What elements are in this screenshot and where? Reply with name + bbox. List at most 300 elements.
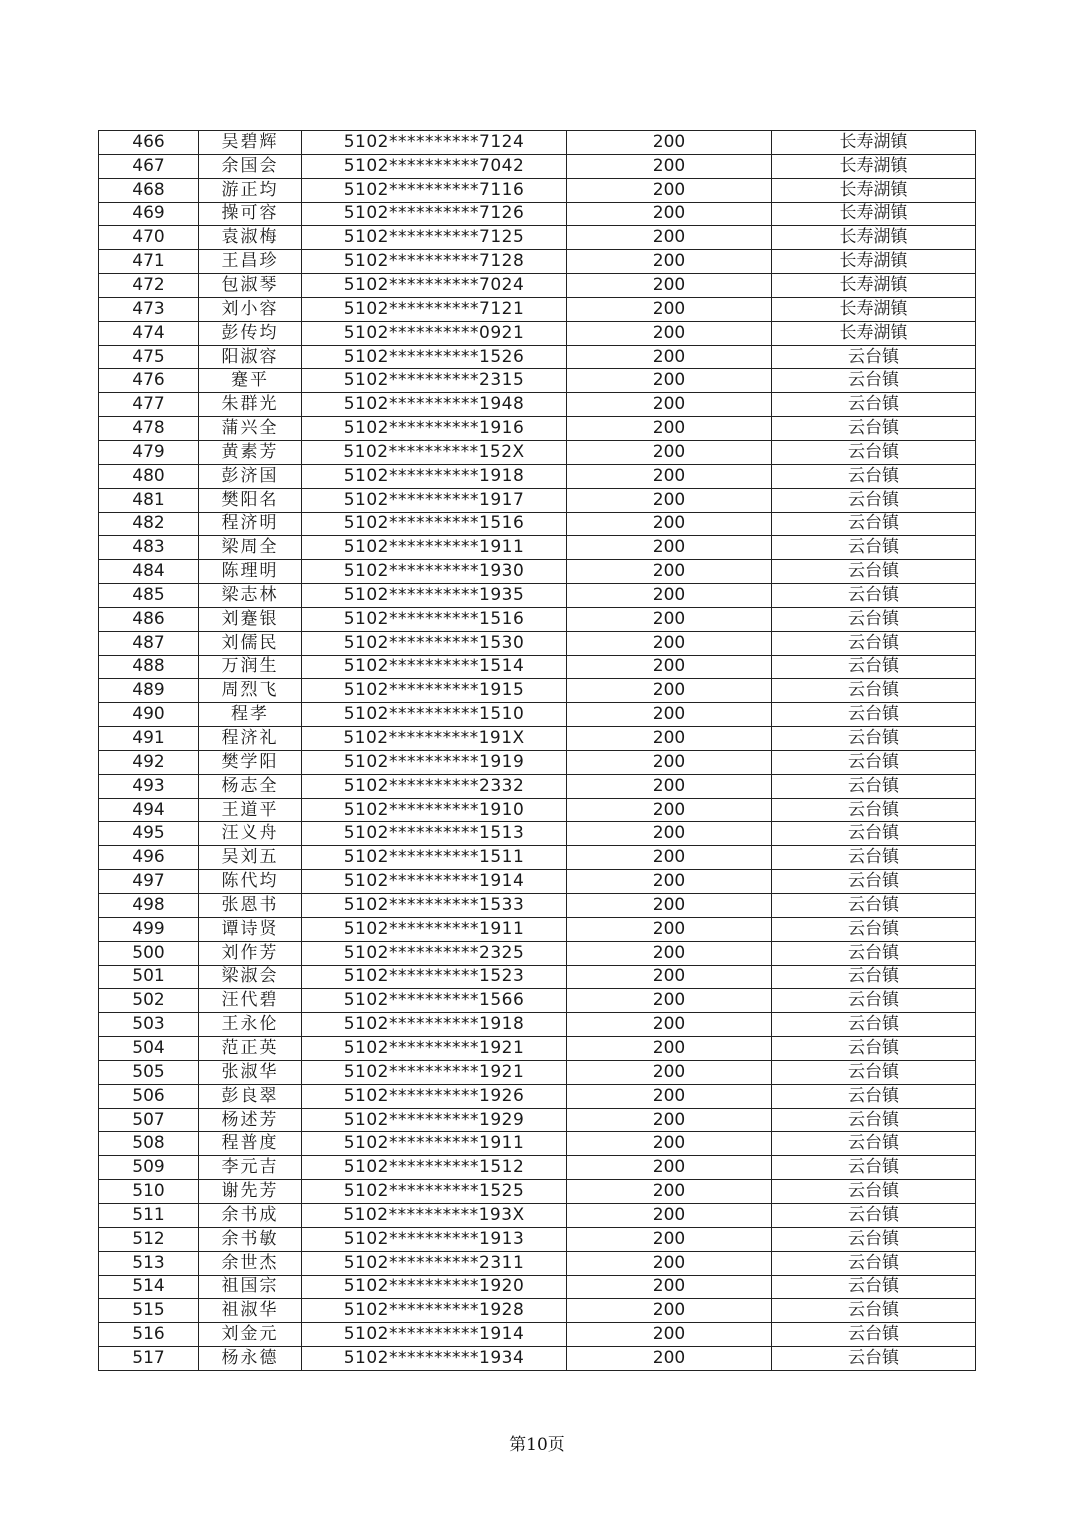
- table-row: [99, 131, 976, 155]
- table-row: [99, 1180, 976, 1204]
- name-cell: 周烈飞: [199, 679, 302, 703]
- row-number-cell: 500: [99, 941, 199, 965]
- amount-cell: 200: [567, 1156, 772, 1180]
- name-cell: 阳淑容: [199, 345, 302, 369]
- amount-cell: 200: [567, 488, 772, 512]
- table-row: [99, 1132, 976, 1156]
- table-row: [99, 1323, 976, 1347]
- amount-cell: 200: [567, 894, 772, 918]
- row-number-cell: 507: [99, 1108, 199, 1132]
- beneficiary-table: [98, 130, 976, 1371]
- amount-cell: 200: [567, 1251, 772, 1275]
- name-cell: 吴碧辉: [199, 131, 302, 155]
- amount-cell: 200: [567, 1084, 772, 1108]
- amount-cell: 200: [567, 750, 772, 774]
- table-row: [99, 584, 976, 608]
- amount-cell: 200: [567, 774, 772, 798]
- name-cell: 彭济国: [199, 464, 302, 488]
- id-number-cell: 5102**********1530: [302, 631, 567, 655]
- amount-cell: 200: [567, 1108, 772, 1132]
- table-row: [99, 727, 976, 751]
- row-number-cell: 471: [99, 250, 199, 274]
- table-row: [99, 1060, 976, 1084]
- amount-cell: 200: [567, 1203, 772, 1227]
- id-number-cell: 5102**********1510: [302, 703, 567, 727]
- name-cell: 程普度: [199, 1132, 302, 1156]
- id-number-cell: 5102**********1929: [302, 1108, 567, 1132]
- amount-cell: 200: [567, 727, 772, 751]
- id-number-cell: 5102**********2311: [302, 1251, 567, 1275]
- town-cell: 长寿湖镇: [772, 274, 976, 298]
- id-number-cell: 5102**********1921: [302, 1037, 567, 1061]
- amount-cell: 200: [567, 417, 772, 441]
- name-cell: 彭传均: [199, 321, 302, 345]
- town-cell: 云台镇: [772, 1275, 976, 1299]
- name-cell: 祖国宗: [199, 1275, 302, 1299]
- town-cell: 云台镇: [772, 536, 976, 560]
- amount-cell: 200: [567, 846, 772, 870]
- town-cell: 云台镇: [772, 560, 976, 584]
- page-number: 第10页: [509, 1435, 565, 1455]
- table-row: [99, 750, 976, 774]
- amount-cell: 200: [567, 1323, 772, 1347]
- row-number-cell: 514: [99, 1275, 199, 1299]
- row-number-cell: 506: [99, 1084, 199, 1108]
- name-cell: 程济明: [199, 512, 302, 536]
- name-cell: 余国会: [199, 154, 302, 178]
- row-number-cell: 474: [99, 321, 199, 345]
- id-number-cell: 5102**********1914: [302, 870, 567, 894]
- id-number-cell: 5102**********1930: [302, 560, 567, 584]
- name-cell: 刘作芳: [199, 941, 302, 965]
- amount-cell: 200: [567, 822, 772, 846]
- row-number-cell: 481: [99, 488, 199, 512]
- table-row: [99, 846, 976, 870]
- town-cell: 长寿湖镇: [772, 202, 976, 226]
- table-row: [99, 202, 976, 226]
- table-row: [99, 369, 976, 393]
- table-row: [99, 1108, 976, 1132]
- name-cell: 刘蹇银: [199, 607, 302, 631]
- id-number-cell: 5102**********1919: [302, 750, 567, 774]
- row-number-cell: 517: [99, 1347, 199, 1371]
- town-cell: 长寿湖镇: [772, 178, 976, 202]
- id-number-cell: 5102**********7124: [302, 131, 567, 155]
- row-number-cell: 482: [99, 512, 199, 536]
- town-cell: 云台镇: [772, 846, 976, 870]
- amount-cell: 200: [567, 607, 772, 631]
- row-number-cell: 483: [99, 536, 199, 560]
- table-row: [99, 1347, 976, 1371]
- town-cell: 云台镇: [772, 679, 976, 703]
- name-cell: 余书成: [199, 1203, 302, 1227]
- row-number-cell: 478: [99, 417, 199, 441]
- town-cell: 云台镇: [772, 1132, 976, 1156]
- amount-cell: 200: [567, 965, 772, 989]
- town-cell: 云台镇: [772, 1013, 976, 1037]
- amount-cell: 200: [567, 369, 772, 393]
- amount-cell: 200: [567, 1275, 772, 1299]
- id-number-cell: 5102**********2325: [302, 941, 567, 965]
- row-number-cell: 466: [99, 131, 199, 155]
- table-row: [99, 178, 976, 202]
- id-number-cell: 5102**********1913: [302, 1227, 567, 1251]
- id-number-cell: 5102**********1533: [302, 894, 567, 918]
- amount-cell: 200: [567, 1299, 772, 1323]
- town-cell: 云台镇: [772, 393, 976, 417]
- name-cell: 张恩书: [199, 894, 302, 918]
- table-row: [99, 822, 976, 846]
- row-number-cell: 487: [99, 631, 199, 655]
- row-number-cell: 489: [99, 679, 199, 703]
- name-cell: 程济礼: [199, 727, 302, 751]
- row-number-cell: 493: [99, 774, 199, 798]
- table-row: [99, 917, 976, 941]
- name-cell: 万润生: [199, 655, 302, 679]
- name-cell: 吴刘五: [199, 846, 302, 870]
- id-number-cell: 5102**********1926: [302, 1084, 567, 1108]
- amount-cell: 200: [567, 321, 772, 345]
- id-number-cell: 5102**********7126: [302, 202, 567, 226]
- id-number-cell: 5102**********1916: [302, 417, 567, 441]
- name-cell: 陈代均: [199, 870, 302, 894]
- town-cell: 长寿湖镇: [772, 226, 976, 250]
- amount-cell: 200: [567, 631, 772, 655]
- id-number-cell: 5102**********1918: [302, 464, 567, 488]
- table-row: [99, 250, 976, 274]
- name-cell: 余书敏: [199, 1227, 302, 1251]
- name-cell: 蹇平: [199, 369, 302, 393]
- row-number-cell: 495: [99, 822, 199, 846]
- town-cell: 云台镇: [772, 512, 976, 536]
- town-cell: 云台镇: [772, 655, 976, 679]
- town-cell: 云台镇: [772, 1060, 976, 1084]
- row-number-cell: 468: [99, 178, 199, 202]
- table-row: [99, 1251, 976, 1275]
- name-cell: 梁志林: [199, 584, 302, 608]
- id-number-cell: 5102**********1523: [302, 965, 567, 989]
- id-number-cell: 5102**********1921: [302, 1060, 567, 1084]
- amount-cell: 200: [567, 1227, 772, 1251]
- town-cell: 云台镇: [772, 1347, 976, 1371]
- id-number-cell: 5102**********1514: [302, 655, 567, 679]
- amount-cell: 200: [567, 1347, 772, 1371]
- table-row: [99, 560, 976, 584]
- table-row: [99, 703, 976, 727]
- town-cell: 云台镇: [772, 798, 976, 822]
- id-number-cell: 5102**********193X: [302, 1203, 567, 1227]
- name-cell: 程孝: [199, 703, 302, 727]
- row-number-cell: 491: [99, 727, 199, 751]
- row-number-cell: 504: [99, 1037, 199, 1061]
- row-number-cell: 502: [99, 989, 199, 1013]
- amount-cell: 200: [567, 1037, 772, 1061]
- table-row: [99, 226, 976, 250]
- name-cell: 李元吉: [199, 1156, 302, 1180]
- name-cell: 蒲兴全: [199, 417, 302, 441]
- name-cell: 陈理明: [199, 560, 302, 584]
- town-cell: 云台镇: [772, 894, 976, 918]
- town-cell: 云台镇: [772, 822, 976, 846]
- amount-cell: 200: [567, 440, 772, 464]
- amount-cell: 200: [567, 274, 772, 298]
- town-cell: 长寿湖镇: [772, 297, 976, 321]
- row-number-cell: 512: [99, 1227, 199, 1251]
- name-cell: 操可容: [199, 202, 302, 226]
- town-cell: 云台镇: [772, 1180, 976, 1204]
- id-number-cell: 5102**********1566: [302, 989, 567, 1013]
- row-number-cell: 509: [99, 1156, 199, 1180]
- amount-cell: 200: [567, 297, 772, 321]
- name-cell: 朱群光: [199, 393, 302, 417]
- row-number-cell: 499: [99, 917, 199, 941]
- table-row: [99, 774, 976, 798]
- name-cell: 杨述芳: [199, 1108, 302, 1132]
- row-number-cell: 513: [99, 1251, 199, 1275]
- row-number-cell: 498: [99, 894, 199, 918]
- name-cell: 杨志全: [199, 774, 302, 798]
- name-cell: 彭良翠: [199, 1084, 302, 1108]
- row-number-cell: 476: [99, 369, 199, 393]
- row-number-cell: 503: [99, 1013, 199, 1037]
- town-cell: 云台镇: [772, 727, 976, 751]
- town-cell: 云台镇: [772, 1084, 976, 1108]
- id-number-cell: 5102**********1911: [302, 1132, 567, 1156]
- name-cell: 梁周全: [199, 536, 302, 560]
- id-number-cell: 5102**********7125: [302, 226, 567, 250]
- row-number-cell: 477: [99, 393, 199, 417]
- row-number-cell: 516: [99, 1323, 199, 1347]
- table-row: [99, 297, 976, 321]
- row-number-cell: 505: [99, 1060, 199, 1084]
- table-row: [99, 798, 976, 822]
- table-row: [99, 607, 976, 631]
- id-number-cell: 5102**********7024: [302, 274, 567, 298]
- id-number-cell: 5102**********1920: [302, 1275, 567, 1299]
- name-cell: 王昌珍: [199, 250, 302, 274]
- table-row: [99, 1227, 976, 1251]
- table-row: [99, 512, 976, 536]
- amount-cell: 200: [567, 345, 772, 369]
- name-cell: 黄素芳: [199, 440, 302, 464]
- name-cell: 袁淑梅: [199, 226, 302, 250]
- id-number-cell: 5102**********7121: [302, 297, 567, 321]
- town-cell: 云台镇: [772, 941, 976, 965]
- name-cell: 游正均: [199, 178, 302, 202]
- table-row: [99, 1299, 976, 1323]
- row-number-cell: 472: [99, 274, 199, 298]
- town-cell: 云台镇: [772, 417, 976, 441]
- table-row: [99, 1203, 976, 1227]
- id-number-cell: 5102**********1512: [302, 1156, 567, 1180]
- id-number-cell: 5102**********1516: [302, 607, 567, 631]
- amount-cell: 200: [567, 1180, 772, 1204]
- row-number-cell: 469: [99, 202, 199, 226]
- town-cell: 云台镇: [772, 1251, 976, 1275]
- table-body: [99, 131, 976, 1371]
- town-cell: 云台镇: [772, 1156, 976, 1180]
- row-number-cell: 508: [99, 1132, 199, 1156]
- id-number-cell: 5102**********0921: [302, 321, 567, 345]
- table-row: [99, 321, 976, 345]
- id-number-cell: 5102**********1917: [302, 488, 567, 512]
- table-row: [99, 1275, 976, 1299]
- town-cell: 云台镇: [772, 870, 976, 894]
- name-cell: 王道平: [199, 798, 302, 822]
- name-cell: 汪义舟: [199, 822, 302, 846]
- amount-cell: 200: [567, 941, 772, 965]
- town-cell: 云台镇: [772, 1203, 976, 1227]
- id-number-cell: 5102**********1910: [302, 798, 567, 822]
- amount-cell: 200: [567, 250, 772, 274]
- town-cell: 云台镇: [772, 917, 976, 941]
- town-cell: 云台镇: [772, 631, 976, 655]
- row-number-cell: 484: [99, 560, 199, 584]
- row-number-cell: 467: [99, 154, 199, 178]
- name-cell: 包淑琴: [199, 274, 302, 298]
- table-row: [99, 464, 976, 488]
- amount-cell: 200: [567, 679, 772, 703]
- id-number-cell: 5102**********7116: [302, 178, 567, 202]
- name-cell: 刘小容: [199, 297, 302, 321]
- table-row: [99, 345, 976, 369]
- amount-cell: 200: [567, 202, 772, 226]
- id-number-cell: 5102**********1525: [302, 1180, 567, 1204]
- amount-cell: 200: [567, 512, 772, 536]
- id-number-cell: 5102**********191X: [302, 727, 567, 751]
- name-cell: 樊阳名: [199, 488, 302, 512]
- id-number-cell: 5102**********1915: [302, 679, 567, 703]
- amount-cell: 200: [567, 798, 772, 822]
- amount-cell: 200: [567, 226, 772, 250]
- row-number-cell: 473: [99, 297, 199, 321]
- name-cell: 谭诗贤: [199, 917, 302, 941]
- id-number-cell: 5102**********1516: [302, 512, 567, 536]
- town-cell: 云台镇: [772, 345, 976, 369]
- id-number-cell: 5102**********1911: [302, 536, 567, 560]
- row-number-cell: 480: [99, 464, 199, 488]
- id-number-cell: 5102**********1911: [302, 917, 567, 941]
- id-number-cell: 5102**********1928: [302, 1299, 567, 1323]
- id-number-cell: 5102**********1918: [302, 1013, 567, 1037]
- amount-cell: 200: [567, 1132, 772, 1156]
- table-row: [99, 965, 976, 989]
- row-number-cell: 497: [99, 870, 199, 894]
- id-number-cell: 5102**********2332: [302, 774, 567, 798]
- amount-cell: 200: [567, 584, 772, 608]
- town-cell: 云台镇: [772, 488, 976, 512]
- town-cell: 云台镇: [772, 703, 976, 727]
- amount-cell: 200: [567, 560, 772, 584]
- name-cell: 祖淑华: [199, 1299, 302, 1323]
- name-cell: 张淑华: [199, 1060, 302, 1084]
- table-row: [99, 393, 976, 417]
- town-cell: 云台镇: [772, 1299, 976, 1323]
- amount-cell: 200: [567, 703, 772, 727]
- name-cell: 刘金元: [199, 1323, 302, 1347]
- table-row: [99, 631, 976, 655]
- table-row: [99, 536, 976, 560]
- name-cell: 谢先芳: [199, 1180, 302, 1204]
- amount-cell: 200: [567, 870, 772, 894]
- name-cell: 刘儒民: [199, 631, 302, 655]
- table-row: [99, 941, 976, 965]
- name-cell: 余世杰: [199, 1251, 302, 1275]
- table-row: [99, 274, 976, 298]
- town-cell: 云台镇: [772, 1037, 976, 1061]
- id-number-cell: 5102**********7128: [302, 250, 567, 274]
- table-row: [99, 1013, 976, 1037]
- name-cell: 杨永德: [199, 1347, 302, 1371]
- town-cell: 长寿湖镇: [772, 154, 976, 178]
- amount-cell: 200: [567, 393, 772, 417]
- town-cell: 长寿湖镇: [772, 250, 976, 274]
- town-cell: 云台镇: [772, 607, 976, 631]
- amount-cell: 200: [567, 178, 772, 202]
- id-number-cell: 5102**********1914: [302, 1323, 567, 1347]
- id-number-cell: 5102**********1934: [302, 1347, 567, 1371]
- table-row: [99, 989, 976, 1013]
- table-row: [99, 440, 976, 464]
- row-number-cell: 485: [99, 584, 199, 608]
- town-cell: 云台镇: [772, 989, 976, 1013]
- table-row: [99, 870, 976, 894]
- name-cell: 樊学阳: [199, 750, 302, 774]
- row-number-cell: 475: [99, 345, 199, 369]
- id-number-cell: 5102**********2315: [302, 369, 567, 393]
- row-number-cell: 501: [99, 965, 199, 989]
- name-cell: 汪代碧: [199, 989, 302, 1013]
- table-row: [99, 417, 976, 441]
- id-number-cell: 5102**********1948: [302, 393, 567, 417]
- row-number-cell: 492: [99, 750, 199, 774]
- row-number-cell: 470: [99, 226, 199, 250]
- town-cell: 云台镇: [772, 1108, 976, 1132]
- row-number-cell: 510: [99, 1180, 199, 1204]
- id-number-cell: 5102**********1935: [302, 584, 567, 608]
- table-row: [99, 1084, 976, 1108]
- table-row: [99, 655, 976, 679]
- town-cell: 云台镇: [772, 1323, 976, 1347]
- row-number-cell: 486: [99, 607, 199, 631]
- row-number-cell: 490: [99, 703, 199, 727]
- name-cell: 王永伦: [199, 1013, 302, 1037]
- amount-cell: 200: [567, 464, 772, 488]
- row-number-cell: 511: [99, 1203, 199, 1227]
- amount-cell: 200: [567, 917, 772, 941]
- id-number-cell: 5102**********152X: [302, 440, 567, 464]
- amount-cell: 200: [567, 536, 772, 560]
- town-cell: 云台镇: [772, 774, 976, 798]
- amount-cell: 200: [567, 154, 772, 178]
- town-cell: 云台镇: [772, 1227, 976, 1251]
- amount-cell: 200: [567, 1013, 772, 1037]
- town-cell: 云台镇: [772, 464, 976, 488]
- id-number-cell: 5102**********7042: [302, 154, 567, 178]
- town-cell: 云台镇: [772, 584, 976, 608]
- town-cell: 长寿湖镇: [772, 321, 976, 345]
- row-number-cell: 479: [99, 440, 199, 464]
- id-number-cell: 5102**********1513: [302, 822, 567, 846]
- row-number-cell: 494: [99, 798, 199, 822]
- row-number-cell: 488: [99, 655, 199, 679]
- name-cell: 范正英: [199, 1037, 302, 1061]
- amount-cell: 200: [567, 655, 772, 679]
- town-cell: 云台镇: [772, 965, 976, 989]
- id-number-cell: 5102**********1511: [302, 846, 567, 870]
- table-row: [99, 488, 976, 512]
- town-cell: 云台镇: [772, 440, 976, 464]
